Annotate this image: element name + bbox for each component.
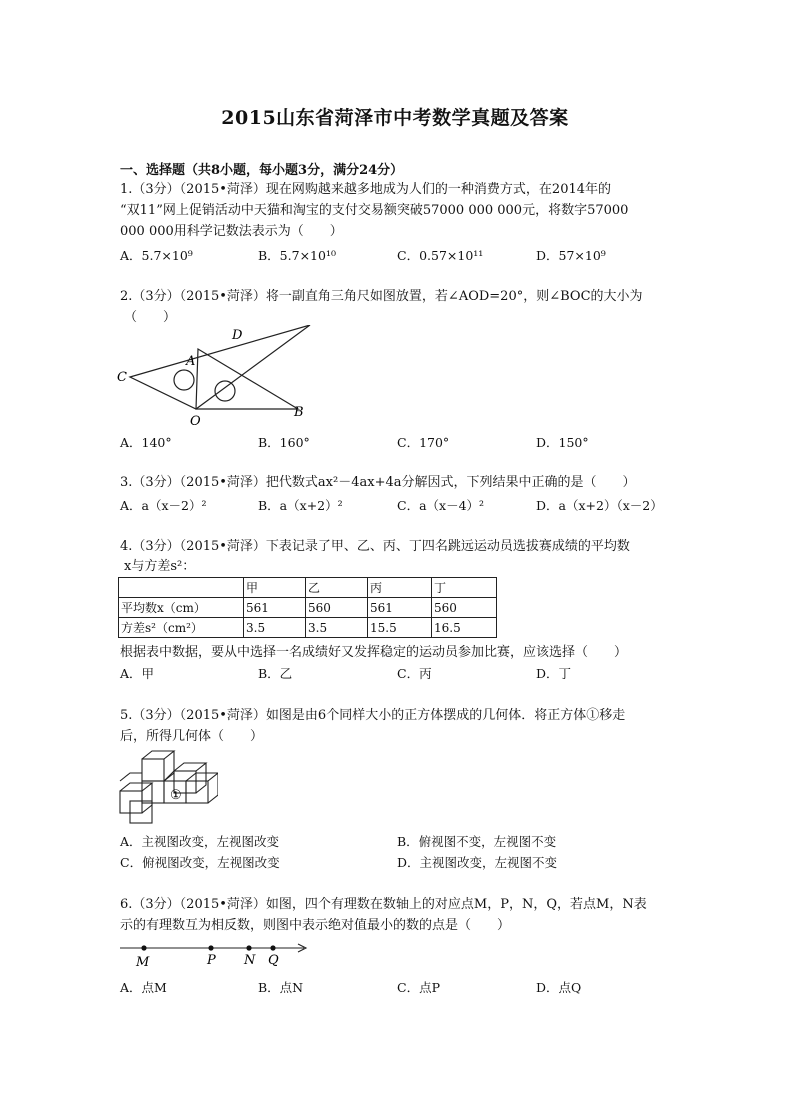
point-n (246, 945, 251, 950)
table-cell: 16.5 (432, 618, 497, 638)
q5-line-1: 5.（3分）（2015•菏泽）如图是由6个同样大小的正方体摆成的几何体．将正方体①移走 (120, 708, 626, 723)
q4-line-2: x与方差s²： (124, 559, 196, 574)
q5-option-a[interactable]: A．主视图改变，左视图改变 (120, 834, 280, 849)
q3-option-d[interactable]: D．a（x+2）（x－2） (536, 498, 663, 513)
q6-label-q: Q (268, 953, 279, 968)
q3-line-1: 3.（3分）（2015•菏泽）把代数式ax²－4ax+4a分解因式，下列结果中正确的是（ ） (120, 475, 636, 490)
q1-line-1: 1.（3分）（2015•菏泽）现在网购越来越多地成为人们的一种消费方式，在2014年的 (120, 182, 612, 197)
q5-cube-label: ① (170, 788, 182, 803)
q6-label-n: N (244, 953, 256, 968)
q6-label-p: P (207, 953, 216, 968)
q6-number-line (118, 938, 318, 972)
q4-line-1: 4.（3分）（2015•菏泽）下表记录了甲、乙、丙、丁四名跳远运动员选拔赛成绩的平均数 (120, 539, 630, 554)
table-cell: 560 (306, 598, 368, 618)
table-cell: 平均数x（cm） (119, 598, 244, 618)
q2-label-a: A (186, 354, 196, 369)
q1-option-d[interactable]: D．57×10⁹ (536, 248, 606, 263)
q2-line-1: 2.（3分）（2015•菏泽）将一副直角三角尺如图放置，若∠AOD=20°，则∠BOC的大小为 (120, 289, 643, 304)
q6-line-2: 示的有理数互为相反数，则图中表示绝对值最小的数的点是（ ） (120, 918, 511, 933)
q3-option-a[interactable]: A．a（x－2）² (120, 498, 207, 513)
q1-line-2: “双11”网上促销活动中天猫和淘宝的支付交易额突破57000 000 000元，将数字57000 (120, 203, 629, 218)
q1-option-c[interactable]: C．0.57×10¹¹ (397, 248, 484, 263)
table-cell: 丁 (432, 578, 497, 598)
q6-option-d[interactable]: D．点Q (536, 980, 582, 995)
q2-triangle-figure (112, 325, 312, 435)
table-cell: 3.5 (244, 618, 306, 638)
q5-option-d[interactable]: D．主视图改变，左视图不变 (397, 855, 558, 870)
table-header-row (119, 578, 497, 598)
q2-label-b: B (294, 405, 304, 420)
q5-line-2: 后，所得几何体（ ） (120, 729, 264, 744)
q2-option-b[interactable]: B．160° (258, 435, 310, 450)
table-cell: 乙 (306, 578, 368, 598)
table-row (119, 598, 497, 618)
point-q (270, 945, 275, 950)
q5-cube-figure (118, 745, 218, 830)
page-title: 2015山东省菏泽市中考数学真题及答案 (221, 107, 569, 129)
q6-option-b[interactable]: B．点N (258, 980, 304, 995)
q5-option-c[interactable]: C．俯视图改变，左视图改变 (120, 855, 280, 870)
q6-option-c[interactable]: C．点P (397, 980, 440, 995)
q2-option-d[interactable]: D．150° (536, 435, 589, 450)
q5-option-b[interactable]: B．俯视图不变，左视图不变 (397, 834, 557, 849)
point-p (208, 945, 213, 950)
table-cell (119, 578, 244, 598)
q4-score-table (118, 577, 497, 638)
q1-line-3: 000 000用科学记数法表示为（ ） (120, 224, 343, 239)
q3-option-c[interactable]: C．a（x－4）² (397, 498, 485, 513)
q2-option-a[interactable]: A．140° (120, 435, 172, 450)
table-cell: 丙 (368, 578, 432, 598)
q6-label-m: M (136, 955, 150, 970)
section-heading: 一、选择题（共8小题，每小题3分，满分24分） (120, 163, 404, 178)
q1-option-a[interactable]: A．5.7×10⁹ (120, 248, 193, 263)
table-row (119, 618, 497, 638)
q2-option-c[interactable]: C．170° (397, 435, 450, 450)
table-cell: 甲 (244, 578, 306, 598)
table-cell: 560 (432, 598, 497, 618)
table-cell: 561 (244, 598, 306, 618)
q1-option-b[interactable]: B．5.7×10¹⁰ (258, 248, 336, 263)
q4-option-d[interactable]: D．丁 (536, 666, 572, 681)
table-cell: 561 (368, 598, 432, 618)
point-m (141, 945, 146, 950)
q4-line-3: 根据表中数据，要从中选择一名成绩好又发挥稳定的运动员参加比赛，应该选择（ ） (120, 645, 628, 660)
q6-line-1: 6.（3分）（2015•菏泽）如图，四个有理数在数轴上的对应点M，P，N，Q，若点M，N表 (120, 897, 647, 912)
q6-option-a[interactable]: A．点M (120, 980, 167, 995)
q4-option-c[interactable]: C．丙 (397, 666, 432, 681)
table-cell: 方差s²（cm²） (119, 618, 244, 638)
q2-label-c: C (117, 370, 127, 385)
table-cell: 3.5 (306, 618, 368, 638)
q2-label-d: D (232, 328, 243, 343)
q3-option-b[interactable]: B．a（x+2）² (258, 498, 343, 513)
q4-option-b[interactable]: B．乙 (258, 666, 293, 681)
q4-option-a[interactable]: A．甲 (120, 666, 155, 681)
q2-line-2: （ ） (124, 310, 177, 325)
table-cell: 15.5 (368, 618, 432, 638)
q2-label-o: O (190, 414, 201, 429)
